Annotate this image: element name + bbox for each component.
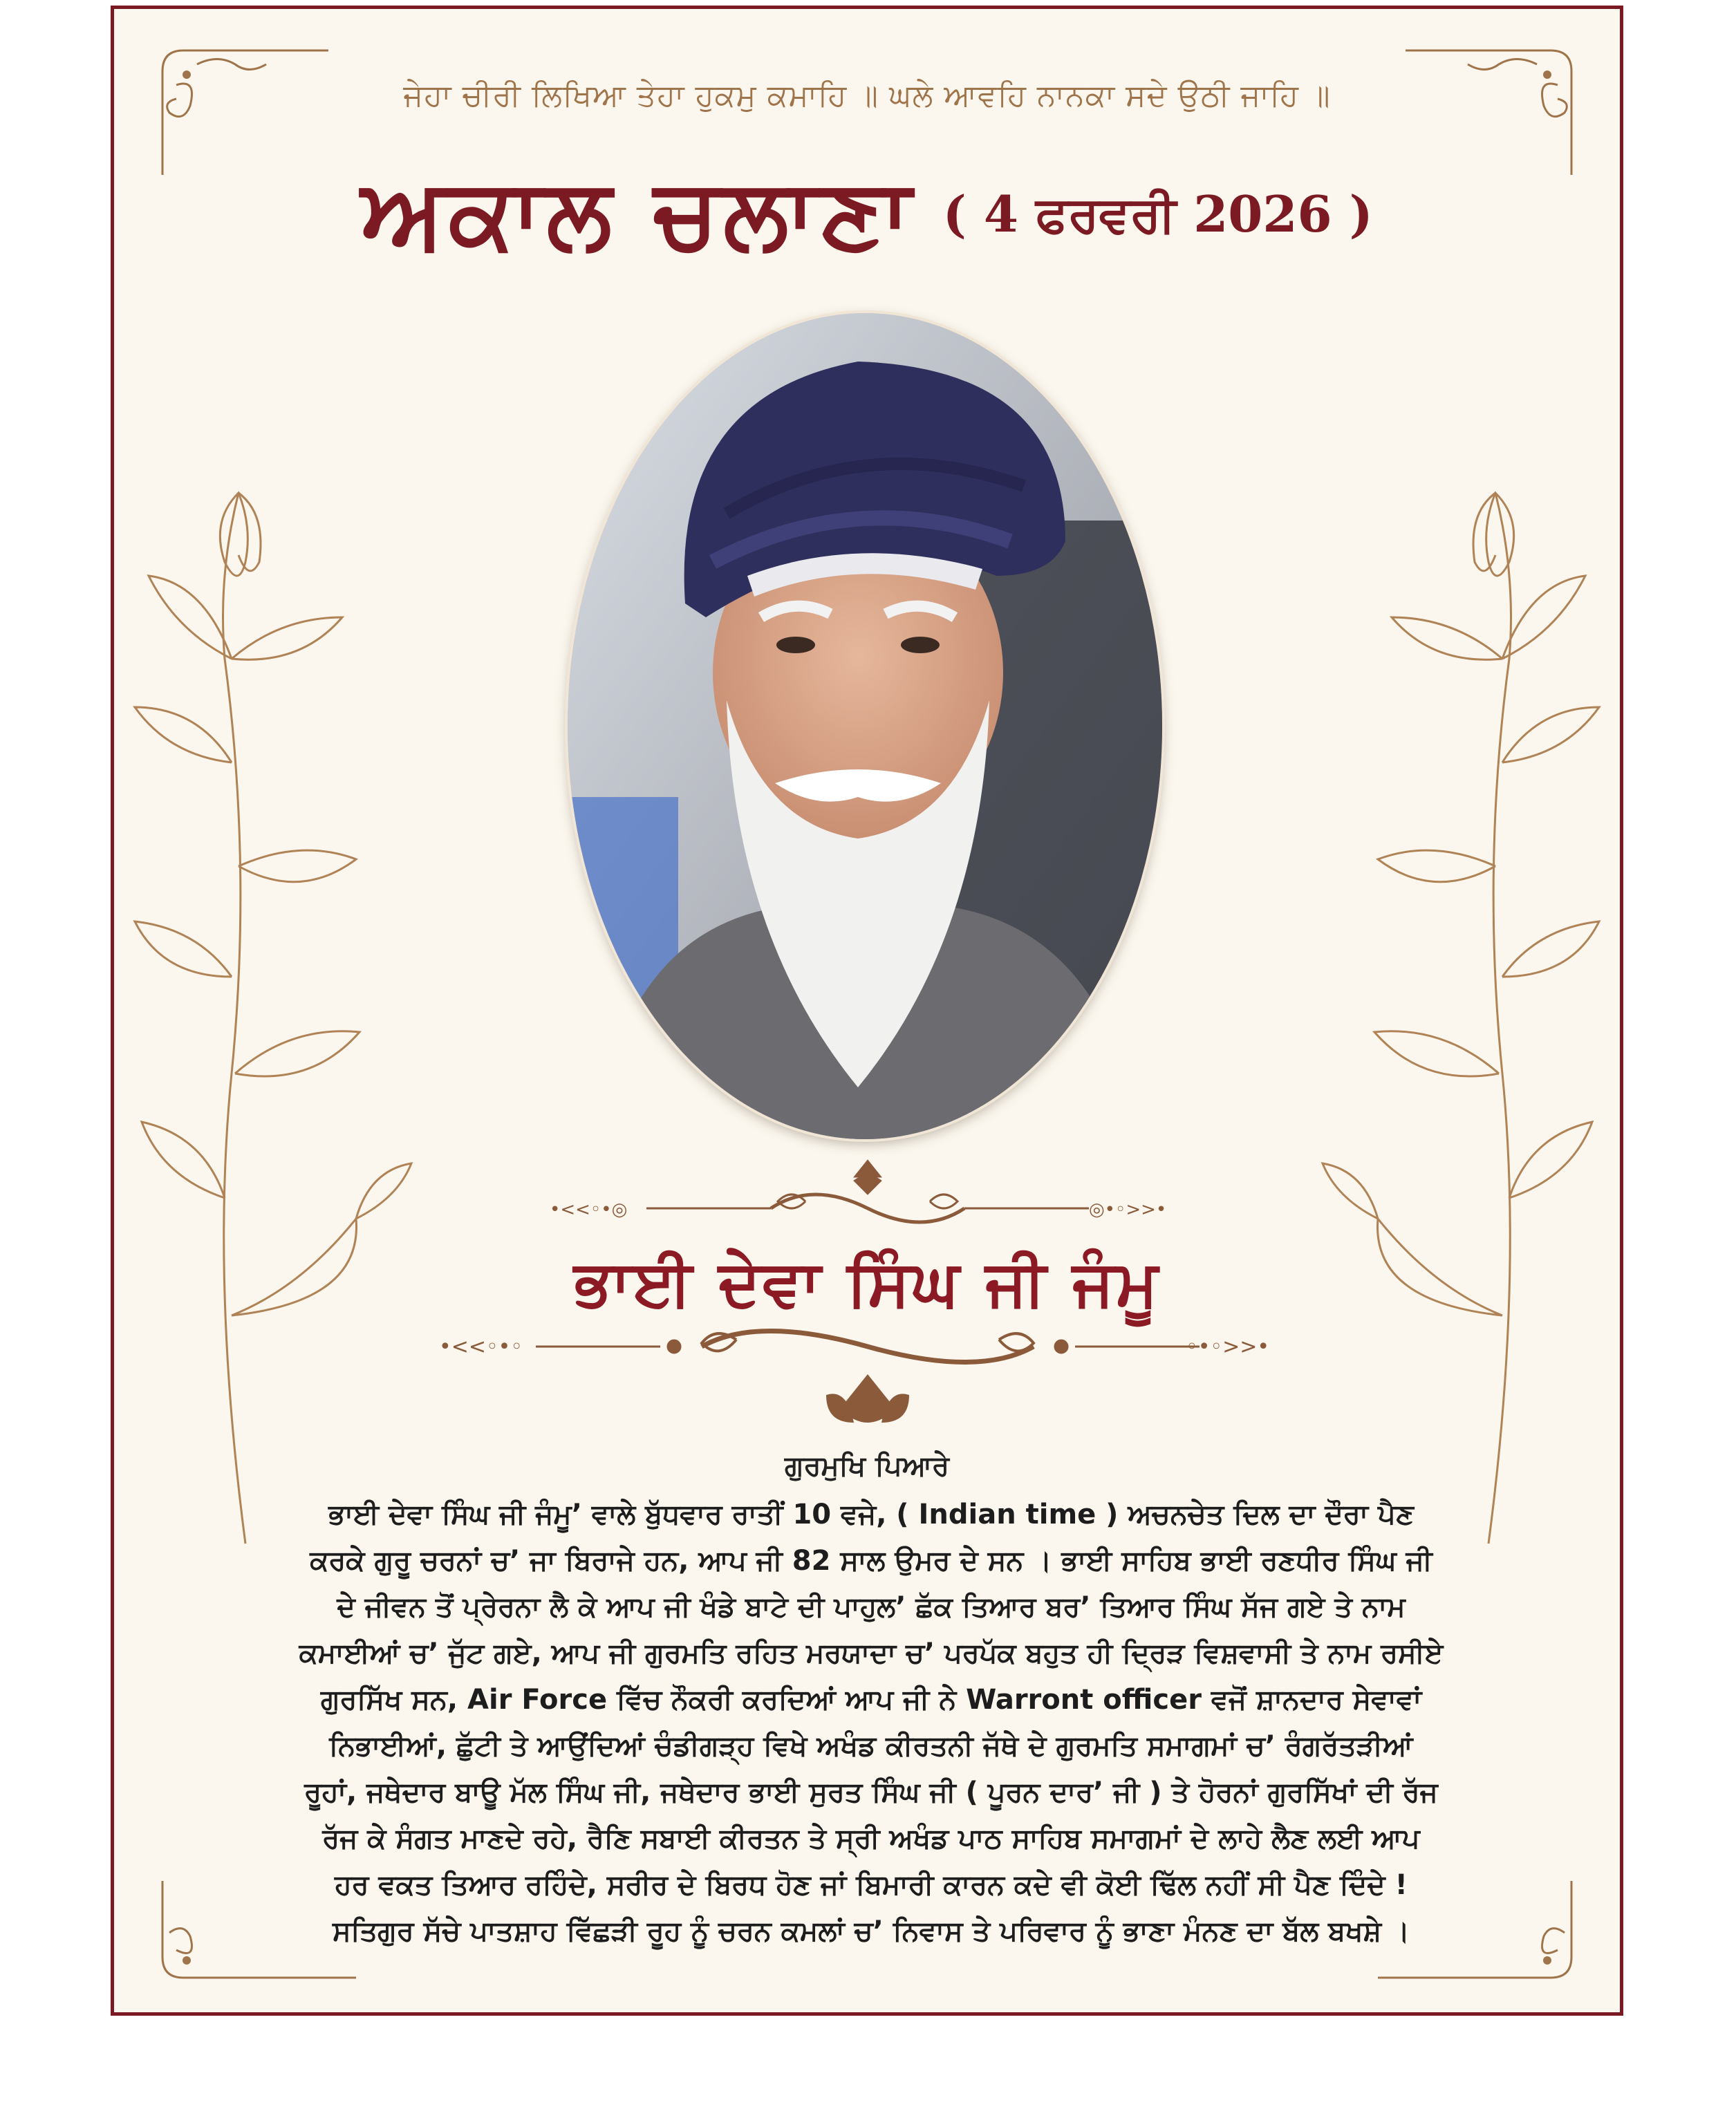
body-line: ਗੁਰਸਿੱਖ ਸਨ, Air Force ਵਿੱਚ ਨੌਕਰੀ ਕਰਦਿਆਂ ਆਪ ਜੀ ਨੇ Warront officer ਵਜੋਂ ਸ਼ਾਨਦਾਰ ਸੇਵਾਵਾਂ: [320, 1684, 1422, 1716]
body-line: ਭਾਈ ਦੇਵਾ ਸਿੰਘ ਜੀ ਜੰਮੂ’ ਵਾਲੇ ਬੁੱਧਵਾਰ ਰਾਤੀਂ 10 ਵਜੇ, ( Indian time ) ਅਚਨਚੇਤ ਦਿਲ ਦਾ ਦੌਰਾ ਪੈਣ: [328, 1499, 1414, 1530]
svg-text:•<<◦•◦: •<<◦•◦: [439, 1335, 523, 1359]
memorial-card: [111, 6, 1623, 2016]
scroll-divider-icon: [543, 1146, 1193, 1236]
svg-text:•<<◦•◎: •<<◦•◎: [550, 1199, 628, 1220]
body-line: ਰੂਹਾਂ, ਜਥੇਦਾਰ ਬਾਊ ਮੱਲ ਸਿੰਘ ਜੀ, ਜਥੇਦਾਰ ਭਾਈ ਸੁਰਤ ਸਿੰਘ ਜੀ ( ਪੂਰਨ ਦਾਰ’ ਜੀ ) ਤੇ ਹੋਰਨਾਂ ਗੁਰਸਿੱਖਾਂ ਦੀ ਰੱਜ: [304, 1777, 1438, 1808]
svg-text:◦•◦>>•: ◦•◦>>•: [1186, 1335, 1270, 1359]
title-text: ਅਕਾਲ ਚਲਾਣਾ: [361, 158, 915, 270]
body-line: ਕਰਕੇ ਗੁਰੂ ਚਰਨਾਂ ਚ’ ਜਾ ਬਿਰਾਜੇ ਹਨ, ਆਪ ਜੀ 82 ਸਾਲ ਉਮਰ ਦੇ ਸਨ । ਭਾਈ ਸਾਹਿਬ ਭਾਈ ਰਣਧੀਰ ਸਿੰਘ ਜੀ: [310, 1545, 1432, 1577]
deceased-name: ਭਾਈ ਦੇਵਾ ਸਿੰਘ ਜੀ ਜੰਮੂ: [574, 1246, 1160, 1320]
obituary-body: [211, 1492, 1531, 1955]
portrait-image: [568, 313, 1162, 1139]
body-line: ਕਮਾਈਆਂ ਚ’ ਜੁੱਟ ਗਏ, ਆਪ ਜੀ ਗੁਰਮਤਿ ਰਹਿਤ ਮਰਯਾਦਾ ਚ’ ਪਰਪੱਕ ਬਹੁਤ ਹੀ ਦ੍ਰਿੜ ਵਿਸ਼ਵਾਸੀ ਤੇ ਨਾਮ ਰਸੀਏ: [299, 1638, 1444, 1669]
date-text: ( 4 ਫਰਵਰੀ 2026 ): [942, 184, 1373, 243]
body-line: ਨਿਭਾਈਆਂ, ਛੁੱਟੀ ਤੇ ਆਉਂਦਿਆਂ ਚੰਡੀਗੜ੍ਹ ਵਿਖੇ ਅਖੰਡ ਕੀਰਤਨੀ ਜੱਥੇ ਦੇ ਗੁਰਮਤਿ ਸਮਾਗਮਾਂ ਚ’ ਰੰਗਰੱਤੜੀਆਂ: [329, 1730, 1413, 1762]
lotus-icon: [439, 1326, 1296, 1443]
body-line: ਸਤਿਗੁਰ ਸੱਚੇ ਪਾਤਸ਼ਾਹ ਵਿੱਛੜੀ ਰੂਹ ਨੂੰ ਚਰਨ ਕਮਲਾਂ ਚ’ ਨਿਵਾਸ ਤੇ ਪਰਿਵਾਰ ਨੂੰ ਭਾਣਾ ਮੰਨਣ ਦਾ ਬੱਲ ਬਖਸ਼ੇ ।: [332, 1915, 1410, 1947]
floral-branch-icon: [1316, 451, 1606, 1557]
body-line: ਹਰ ਵਕਤ ਤਿਆਰ ਰਹਿੰਦੇ, ਸਰੀਰ ਦੇ ਬਿਰਧ ਹੋਣ ਜਾਂ ਬਿਮਾਰੀ ਕਾਰਨ ਕਦੇ ਵੀ ਕੋਈ ਢਿੱਲ ਨਹੀਂ ਸੀ ਪੈਣ ਦਿੰਦੇ !: [335, 1869, 1408, 1901]
gurbani-verse: ਜੇਹਾ ਚੀਰੀ ਲਿਖਿਆ ਤੇਹਾ ਹੁਕਮੁ ਕਮਾਹਿ ॥ ਘਲੇ ਆਵਹਿ ਨਾਨਕਾ ਸਦੇ ਉਠੀ ਜਾਹਿ ॥: [403, 78, 1331, 113]
greeting: ਗੁਰਮੁਖਿ ਪਿਆਰੇ: [784, 1450, 950, 1482]
floral-branch-icon: [128, 451, 418, 1557]
body-line: ਰੱਜ ਕੇ ਸੰਗਤ ਮਾਣਦੇ ਰਹੇ, ਰੈਣਿ ਸਬਾਈ ਕੀਰਤਨ ਤੇ ਸ੍ਰੀ ਅਖੰਡ ਪਾਠ ਸਾਹਿਬ ਸਮਾਗਮਾਂ ਦੇ ਲਾਹੇ ਲੈਣ ਲਈ ਆਪ: [322, 1823, 1420, 1855]
page-title: [114, 158, 1620, 271]
svg-text:◎•◦>>•: ◎•◦>>•: [1089, 1199, 1167, 1220]
body-line: ਦੇ ਜੀਵਨ ਤੋਂ ਪ੍ਰੇਰਨਾ ਲੈ ਕੇ ਆਪ ਜੀ ਖੰਡੇ ਬਾਟੇ ਦੀ ਪਾਹੁਲ’ ਛੱਕ ਤਿਆਰ ਬਰ’ ਤਿਆਰ ਸਿੰਘ ਸੱਜ ਗਏ ਤੇ ਨਾਮ: [337, 1591, 1406, 1623]
